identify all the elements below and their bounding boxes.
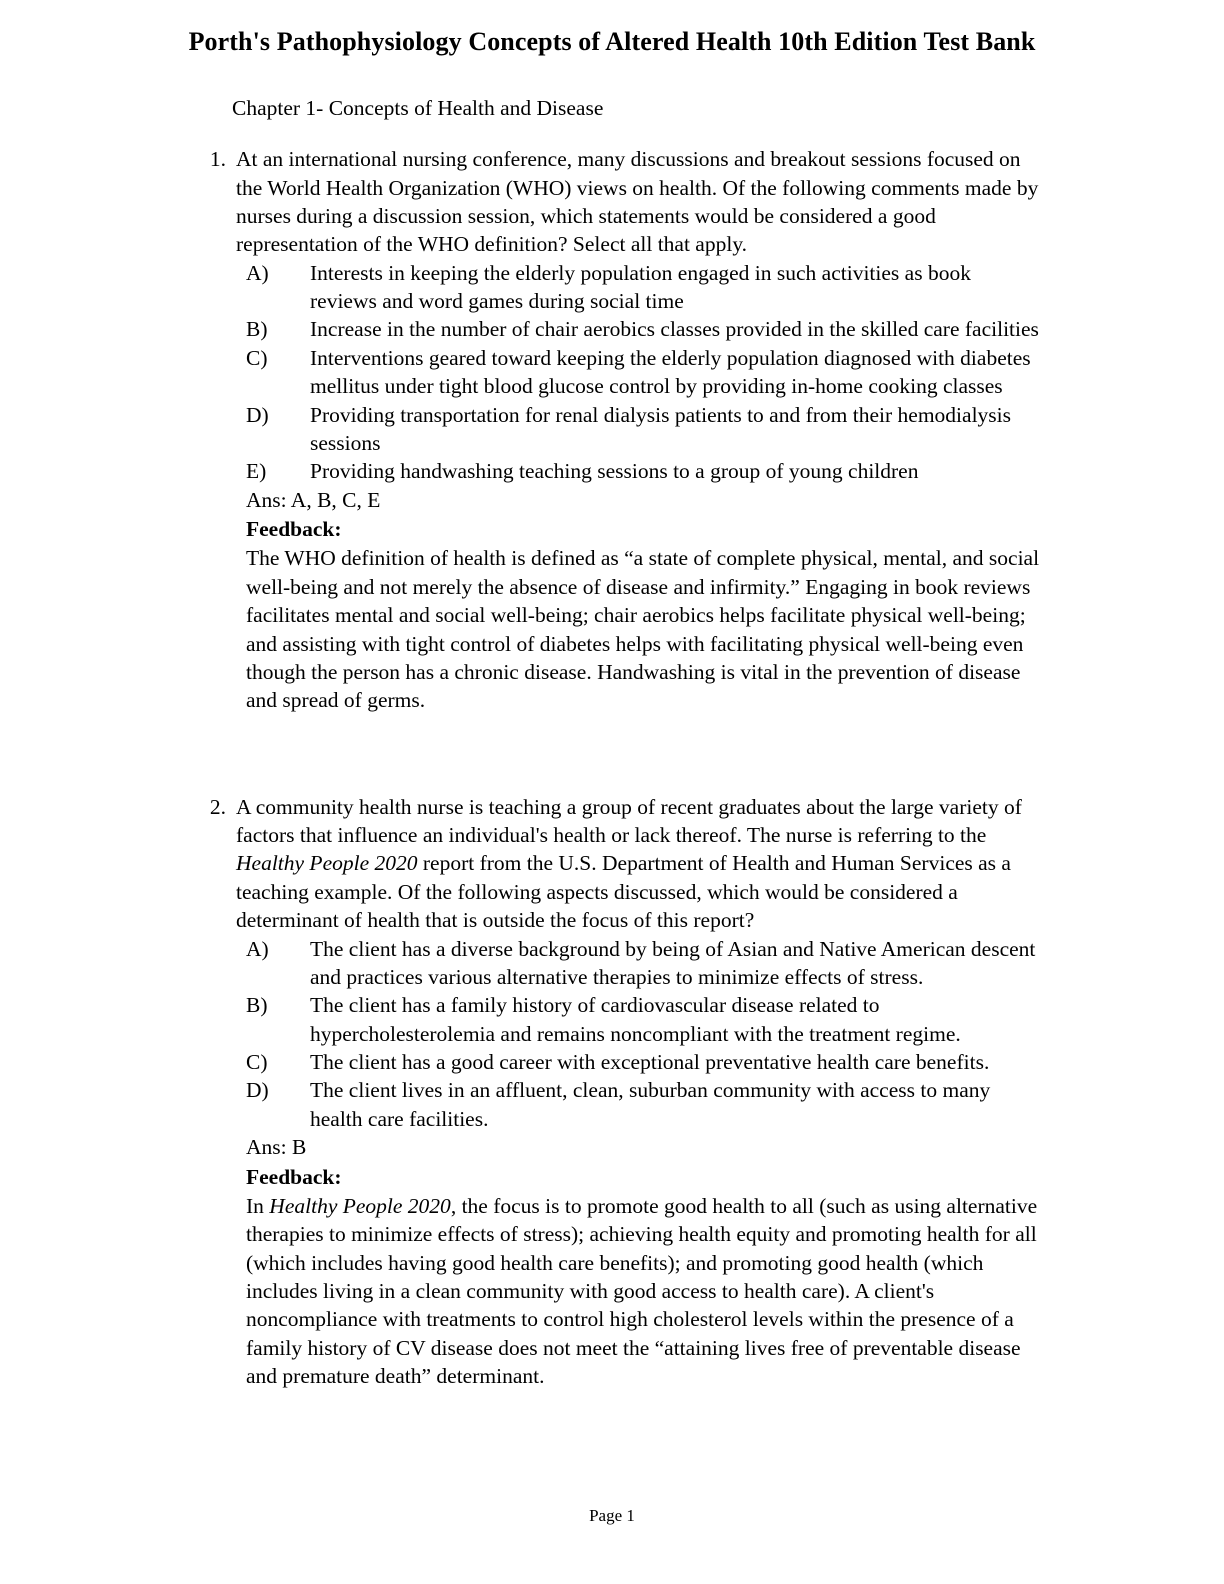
choice-a-letter: A) [246, 936, 269, 961]
question-2-answer: Ans: B [246, 1135, 307, 1160]
question-2-stem-row [202, 793, 1042, 935]
question-2-feedback-part2: , the focus is to promote good health to all (such as using alternative therapies to minimize effects of stress); achieving health equity and promoting health for all (which includes having good health care benefits); and promoting good health (which includes living in a clean community with good access to health care). A client's noncompliance with treatments to control high cholesterol levels within the presence of a family history of CV disease does not meet the “attaining lives free of preventable disease and premature death” determinant. [246, 1193, 1038, 1389]
question-2-feedback-text [246, 1192, 1042, 1391]
choice-e-letter: E) [246, 459, 267, 484]
question-1-stem: At an international nursing conference, many discussions and breakout sessions focused on the World Health Organization (WHO) views on health. Of the following comments made by nurses during a discussion session, which statements would be considered a good representation of the WHO definition? Select all that apply. [236, 147, 1039, 257]
choice-a-text: Interests in keeping the elderly population engaged in such activities as book reviews and word games during social time [310, 260, 971, 313]
question-1 [202, 145, 1042, 715]
document-body [172, 95, 1052, 1390]
question-2-stem [236, 793, 1042, 935]
choice-b-text: The client has a family history of cardiovascular disease related to hypercholesterolemia and remains noncompliant with the treatment regime. [310, 993, 961, 1046]
choice-c-text: The client has a good career with exceptional preventative health care benefits. [310, 1050, 990, 1074]
question-1-feedback-text: The WHO definition of health is defined as “a state of complete physical, mental, and social well-being and not merely the absence of disease and infirmity.” Engaging in book reviews facilitates mental and social well-being; chair aerobics helps facilitate physical well-being; and assisting with tight control of diabetes helps with facilitating physical well-being even though the person has a chronic disease. Handwashing is vital in the prevention of disease and spread of germs. [246, 546, 1040, 713]
chapter-heading: Chapter 1- Concepts of Health and Disease [232, 96, 604, 121]
question-2-stem-part2: report from the U.S. Department of Health and Human Services as a teaching example. Of the following aspects discussed, which would be considered a determinant of health that is outside the focus of this report? [236, 851, 1011, 933]
choice-d[interactable] [246, 1076, 1042, 1133]
choice-c-letter: C) [246, 345, 268, 370]
question-2-feedback-part1: In [246, 1193, 270, 1218]
question-1-answer: Ans: A, B, C, E [246, 487, 381, 512]
choice-c-letter: C) [246, 1050, 268, 1074]
page-title: Porth's Pathophysiology Concepts of Altered Health 10th Edition Test Bank [188, 27, 1036, 56]
question-2 [202, 793, 1042, 1391]
choice-d[interactable] [246, 401, 1042, 458]
choice-d-letter: D) [246, 1078, 269, 1103]
choice-a[interactable] [246, 935, 1042, 992]
choice-b-letter: B) [246, 993, 268, 1018]
choice-a-text: The client has a diverse background by being of Asian and Native American descent and practices various alternative therapies to minimize effects of stress. [310, 936, 1036, 989]
question-2-stem-part1: A community health nurse is teaching a group of recent graduates about the large variety of factors that influence an individual's health or lack thereof. The nurse is referring to the [236, 794, 1022, 847]
question-2-feedback-italic: Healthy People 2020 [269, 1193, 451, 1218]
choice-c[interactable] [246, 344, 1042, 401]
page-footer: Page 1 [589, 1506, 635, 1525]
question-2-choices [246, 935, 1042, 1134]
question-1-feedback-label: Feedback: [246, 517, 342, 541]
choice-a[interactable] [246, 259, 1042, 316]
choice-e-text: Providing handwashing teaching sessions to a group of young children [310, 459, 919, 484]
choice-b[interactable] [246, 991, 1042, 1048]
question-1-choices [246, 259, 1042, 486]
choice-d-text: Providing transportation for renal dialysis patients to and from their hemodialysis sessions [310, 402, 1012, 455]
question-2-number: 2. [209, 794, 226, 819]
choice-b-text: Increase in the number of chair aerobics classes provided in the skilled care facilities [310, 317, 1039, 342]
choice-b-letter: B) [246, 317, 268, 342]
question-1-number: 1. [209, 147, 226, 172]
question-1-stem-row [202, 145, 1042, 259]
choice-d-letter: D) [246, 402, 269, 427]
choice-d-text: The client lives in an affluent, clean, suburban community with access to many health care facilities. [310, 1078, 991, 1131]
question-2-feedback-label: Feedback: [246, 1164, 342, 1189]
choice-c-text: Interventions geared toward keeping the elderly population diagnosed with diabetes mellitus under tight blood glucose control by providing in-home cooking classes [310, 345, 1031, 399]
question-2-stem-italic: Healthy People 2020 [236, 851, 418, 876]
choice-c[interactable] [246, 1048, 1042, 1076]
choice-b[interactable] [246, 315, 1042, 343]
choice-a-letter: A) [246, 260, 269, 285]
choice-e[interactable] [246, 457, 1042, 485]
